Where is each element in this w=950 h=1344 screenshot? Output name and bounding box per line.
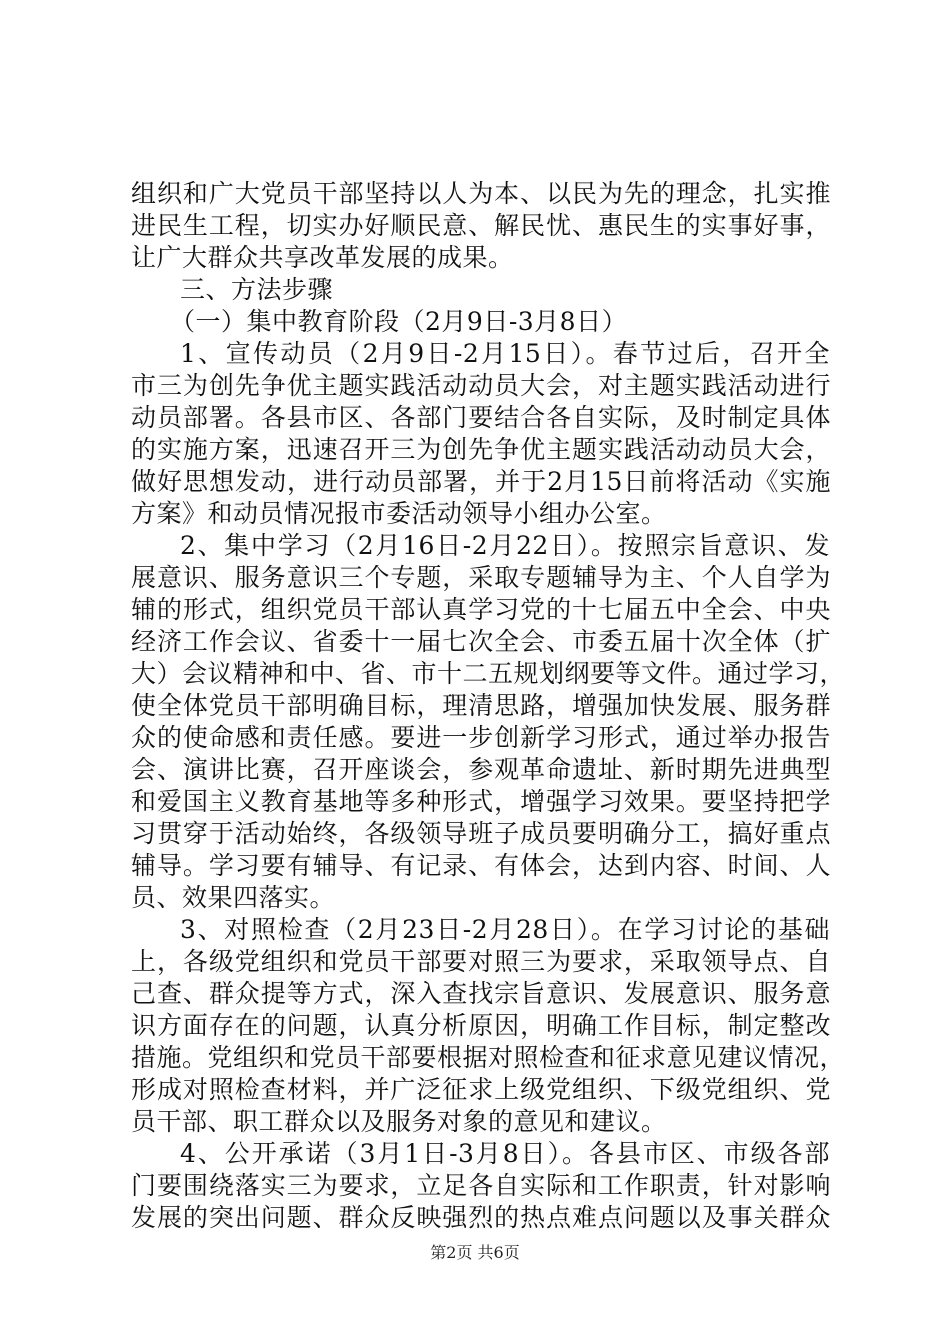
paragraph-line: 做好思想发动，进行动员部署，并于2月15日前将活动《实施 — [131, 467, 831, 496]
paragraph-line: 3、对照检查（2月23日-2月28日）。在学习讨论的基础 — [180, 915, 830, 944]
paragraph-line: 会、演讲比赛，召开座谈会，参观革命遗址、新时期先进典型 — [131, 755, 831, 784]
paragraph-line: 辅的形式，组织党员干部认真学习党的十七届五中全会、中央 — [131, 595, 831, 624]
paragraph-line: 门要围绕落实三为要求，立足各自实际和工作职责，针对影响 — [131, 1171, 831, 1200]
paragraph-line: 和爱国主义教育基地等多种形式，增强学习效果。要坚持把学 — [131, 787, 831, 816]
paragraph-line: 众的使命感和责任感。要进一步创新学习形式，通过举办报告 — [131, 723, 831, 752]
paragraph-line: 员干部、职工群众以及服务对象的意见和建议。 — [131, 1107, 667, 1136]
paragraph-line: 经济工作会议、省委十一届七次全会、市委五届十次全体（扩 — [131, 627, 831, 656]
paragraph-line: 2、集中学习（2月16日-2月22日）。按照宗旨意识、发 — [180, 531, 830, 560]
paragraph-line: 辅导。学习要有辅导、有记录、有体会，达到内容、时间、人 — [131, 851, 831, 880]
paragraph-line: 习贯穿于活动始终，各级领导班子成员要明确分工，搞好重点 — [131, 819, 831, 848]
paragraph-line: 大）会议精神和中、省、市十二五规划纲要等文件。通过学习， — [131, 659, 846, 688]
paragraph-line: 的实施方案，迅速召开三为创先争优主题实践活动动员大会， — [131, 435, 831, 464]
section-heading: 三、方法步骤 — [180, 275, 334, 304]
paragraph-line: 措施。党组织和党员干部要根据对照检查和征求意见建议情况， — [131, 1043, 846, 1072]
paragraph-line: 上，各级党组织和党员干部要对照三为要求，采取领导点、自 — [131, 947, 831, 976]
paragraph-line: 1、宣传动员（2月9日-2月15日）。春节过后，召开全 — [180, 339, 830, 368]
paragraph-line: 方案》和动员情况报市委活动领导小组办公室。 — [131, 499, 667, 528]
paragraph-line: 4、公开承诺（3月1日-3月8日）。各县市区、市级各部 — [180, 1139, 830, 1168]
paragraph-line: 形成对照检查材料，并广泛征求上级党组织、下级党组织、党 — [131, 1075, 831, 1104]
paragraph-line: 展意识、服务意识三个专题，采取专题辅导为主、个人自学为 — [131, 563, 831, 592]
paragraph-line: 使全体党员干部明确目标，理清思路，增强加快发展、服务群 — [131, 691, 831, 720]
paragraph-line: 市三为创先争优主题实践活动动员大会，对主题实践活动进行 — [131, 371, 831, 400]
paragraph-line: 动员部署。各县市区、各部门要结合各自实际，及时制定具体 — [131, 403, 831, 432]
paragraph-line: 让广大群众共享改革发展的成果。 — [131, 243, 514, 272]
paragraph-line: 组织和广大党员干部坚持以人为本、以民为先的理念，扎实推 — [131, 179, 831, 208]
page-number-footer: 第2页 共6页 — [430, 1243, 520, 1262]
paragraph-line: 己查、群众提等方式，深入查找宗旨意识、发展意识、服务意 — [131, 979, 831, 1008]
paragraph-line: 进民生工程，切实办好顺民意、解民忧、惠民生的实事好事， — [131, 211, 831, 240]
paragraph-line: 发展的突出问题、群众反映强烈的热点难点问题以及事关群众 — [131, 1203, 831, 1232]
paragraph-line: 员、效果四落实。 — [131, 883, 336, 912]
subsection-heading: （一）集中教育阶段（2月9日-3月8日） — [170, 307, 628, 336]
paragraph-line: 识方面存在的问题，认真分析原因，明确工作目标，制定整改 — [131, 1011, 831, 1040]
